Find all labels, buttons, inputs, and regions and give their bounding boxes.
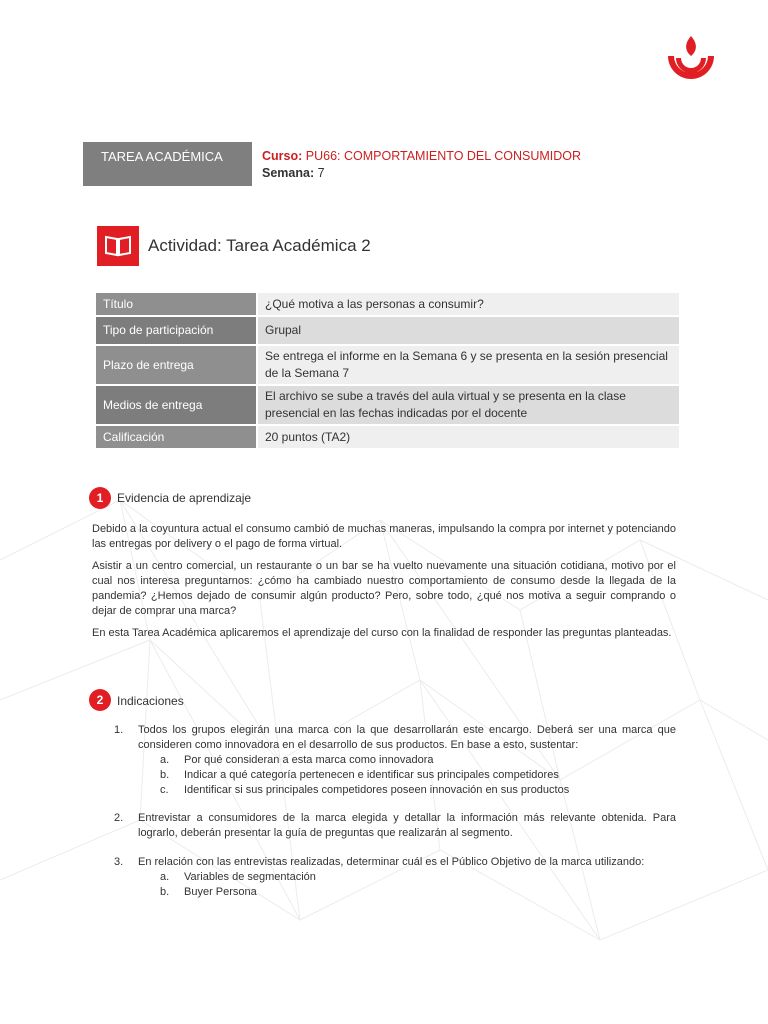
paragraph: Asistir a un centro comercial, un restaurante o un bar se ha vuelto nuevamente una situación cotidiana, motivo por el cual nos interesa preguntarnos: ¿cómo ha cambiado nuestro comportamiento de consumo desde la llegada de la pandemia? ¿Hemos dejado de consumir algún producto? Pero, sobre todo, ¿qué nos motiva a seguir comprando o dejar de comprar una marca? (92, 560, 676, 617)
row-value: Se entrega el informe en la Semana 6 y se presenta en la sesión presencial de la Semana 7 (258, 346, 679, 384)
sub-item (92, 753, 676, 768)
sub-item (92, 870, 676, 885)
section-title-evidencia: Evidencia de aprendizaje (117, 491, 252, 505)
instructions-list (92, 723, 676, 798)
week-label: Semana: (262, 166, 315, 180)
sub-item (92, 783, 676, 798)
row-value: ¿Qué motiva a las personas a consumir? (258, 293, 679, 315)
row-label: Título (96, 293, 258, 315)
row-value: El archivo se sube a través del aula virtual y se presenta en la clase presencial en las fechas indicadas por el docente (258, 386, 679, 424)
section-number-badge: 1 (89, 487, 111, 509)
sub-item-text: Variables de segmentación (184, 871, 316, 883)
instructions-list (92, 811, 676, 841)
sub-item-text: Buyer Persona (184, 886, 257, 898)
course-line (262, 148, 581, 165)
item-text: En relación con las entrevistas realizadas, determinar cuál es el Público Objetivo de la marca utilizando: (138, 856, 645, 868)
list-item (92, 723, 676, 753)
sub-item-text: Indicar a qué categoría pertenecen e identificar sus principales competidores (184, 769, 559, 781)
activity-info-table (96, 291, 679, 450)
sub-item-text: Por qué consideran a esta marca como innovadora (184, 754, 434, 766)
open-book-icon (104, 234, 132, 258)
item-number: 2. (114, 812, 124, 824)
item-number: 1. (114, 724, 124, 736)
table-row (96, 346, 679, 384)
sub-item (92, 768, 676, 783)
list-item (92, 855, 676, 870)
item-text: Todos los grupos elegirán una marca con la que desarrollarán este encargo. Deberá ser una marca que consideren como innovadora en el desarrollo de sus productos. En base a esto, sustentar: (138, 724, 676, 751)
row-value: 20 puntos (TA2) (258, 426, 679, 448)
activity-title: Actividad: Tarea Académica 2 (148, 236, 371, 255)
paragraph: Debido a la coyuntura actual el consumo cambió de muchas maneras, impulsando la compra por internet y potenciando las entregas por delivery o el pago de forma virtual. (92, 523, 676, 550)
week-line (262, 165, 325, 182)
table-row (96, 386, 679, 424)
table-row (96, 293, 679, 315)
row-label: Medios de entrega (96, 386, 258, 424)
activity-icon-box (97, 226, 139, 266)
document-type-title: TAREA ACADÉMICA (101, 149, 223, 164)
row-value: Grupal (258, 317, 679, 344)
sub-item-text: Identificar si sus principales competidores poseen innovación en sus productos (184, 784, 570, 796)
course-value: PU66: COMPORTAMIENTO DEL CONSUMIDOR (305, 149, 582, 163)
sub-item-letter: c. (160, 784, 169, 796)
upc-logo-icon (664, 34, 718, 88)
sub-item-letter: a. (160, 871, 170, 883)
item-number: 3. (114, 856, 124, 868)
section-title-indicaciones: Indicaciones (117, 694, 184, 708)
paragraph: En esta Tarea Académica aplicaremos el aprendizaje del curso con la finalidad de responder las preguntas planteadas. (92, 627, 672, 639)
item-text: Entrevistar a consumidores de la marca elegida y detallar la información más relevante obtenida. Para lograrlo, deberán presentar la guía de preguntas que realizarán al segmento. (138, 812, 676, 839)
sub-item-letter: a. (160, 754, 170, 766)
row-label: Calificación (96, 426, 258, 448)
row-label: Tipo de participación (96, 317, 258, 344)
course-label: Curso: (262, 149, 303, 163)
sub-item (92, 885, 676, 900)
sub-item-letter: b. (160, 886, 170, 898)
week-value: 7 (317, 166, 325, 180)
table-row (96, 317, 679, 344)
table-row (96, 426, 679, 448)
section-number-badge: 2 (89, 689, 111, 711)
instructions-list (92, 855, 676, 900)
row-label: Plazo de entrega (96, 346, 258, 384)
list-item (92, 811, 676, 841)
sub-item-letter: b. (160, 769, 170, 781)
